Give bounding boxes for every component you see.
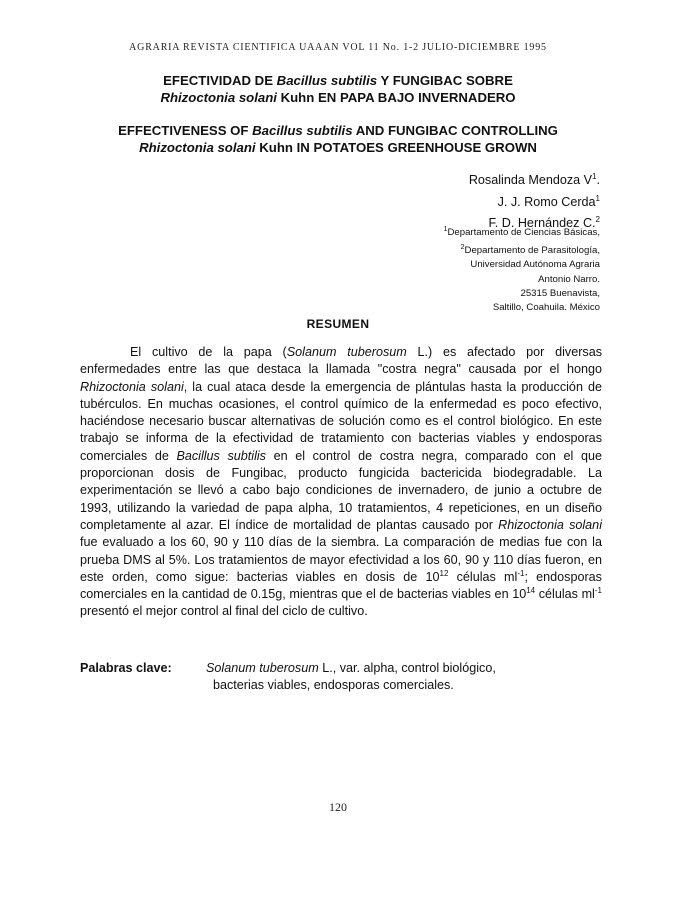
affiliation-line: $^1$Departamento de Ciencias Básicas, <box>443 226 600 239</box>
title-es-pathogen: Rhizoctonia solani <box>160 90 277 105</box>
title-en-species: Bacillus subtilis <box>252 123 353 138</box>
title-es-part1: EFECTIVIDAD DE <box>163 73 277 88</box>
title-en-part3: Kuhn IN POTATOES GREENHOUSE GROWN <box>255 140 537 155</box>
page-number: 120 <box>329 800 347 814</box>
title-es-part3: Kuhn EN PAPA BAJO INVERNADERO <box>276 90 516 105</box>
affiliation-line: Antonio Narro. <box>538 273 600 285</box>
author-2: J. J. Romo Cerda$^1$ <box>497 193 600 209</box>
running-head: AGRARIA REVISTA CIENTIFICA UAAAN VOL 11 No. 1-2 JULIO-DICIEMBRE 1995 <box>129 42 547 53</box>
keywords-label: Palabras clave: <box>80 661 172 675</box>
title-en-pathogen: Rhizoctonia solani <box>139 140 256 155</box>
keywords-line1: Solanum tuberosum L., var. alpha, control biológico, <box>206 661 496 675</box>
title-en-part2: AND FUNGIBAC CONTROLLING <box>352 123 558 138</box>
keywords-line2: bacterias viables, endosporas comerciales. <box>213 678 454 693</box>
author-1: Rosalinda Mendoza $V^1$. <box>468 172 600 188</box>
affiliation-line: Universidad Autónoma Agraria <box>470 259 600 271</box>
title-es-species: Bacillus subtilis <box>276 73 378 88</box>
keywords <box>80 660 602 695</box>
section-heading-resumen: RESUMEN <box>306 317 370 331</box>
title-english <box>0 122 676 156</box>
title-spanish <box>0 72 676 106</box>
affiliations <box>444 223 600 316</box>
affiliation-line: 25315 Buenavista, <box>520 288 600 299</box>
title-en-part1: EFFECTIVENESS OF <box>118 123 253 138</box>
author-3: F. D. Hernández C.$^2$ <box>488 215 600 231</box>
title-es-part2: Y FUNGIBAC SOBRE <box>377 73 513 88</box>
affiliation-line: $^2$Departamento de Parasitología, <box>460 243 600 256</box>
affiliation-line: Saltillo, Coahuila. México <box>492 302 600 314</box>
abstract-paragraph: El cultivo de la papa (Solanum tuberosum L.) es afectado por diversas enfermedades entre las que destaca la llamada "costra negra" causada por el hongo Rhizoctonia solani, la cual ataca desde la emergencia de plántulas hasta la producción de tubérculos. En muchas ocasiones, el control químico de la enfermedad es poco efectivo, haciéndose necesario buscar alternativas de solución como es el control biológico. En este trabajo se informa de la efectividad de tratamiento con bacterias viables y endosporas comerciales de Bacillus subtilis en el control de costra negra, comparado con el que proporcionan dosis de Fungibac, producto fungicida bactericida biodegradable. La experimentación se llevó a cabo bajo condiciones de invernadero, de junio a octubre de 1993, utilizando la variedad de papa alpha, 10 tratamientos, 4 repeticiones, en un diseño completamente al azar. El índice de mortalidad de plantas causado por Rhizoctonia solani fue evaluado a los 60, 90 y 110 días de la siembra. La comparación de medias fue con la prueba DMS al 5%. Los tratamientos de mayor efectividad a los 60, 90 y 110 días fueron, en este orden, como sigue: bacterias viables en dosis de $10^{12}$ células $ml^{-1}$; endosporas comerciales en la cantidad de 0.15g, mientras que el de bacterias viables en $10^{14}$ células $ml^{-1}$ presentó el mejor control al final del ciclo de cultivo. <box>80 345 602 619</box>
